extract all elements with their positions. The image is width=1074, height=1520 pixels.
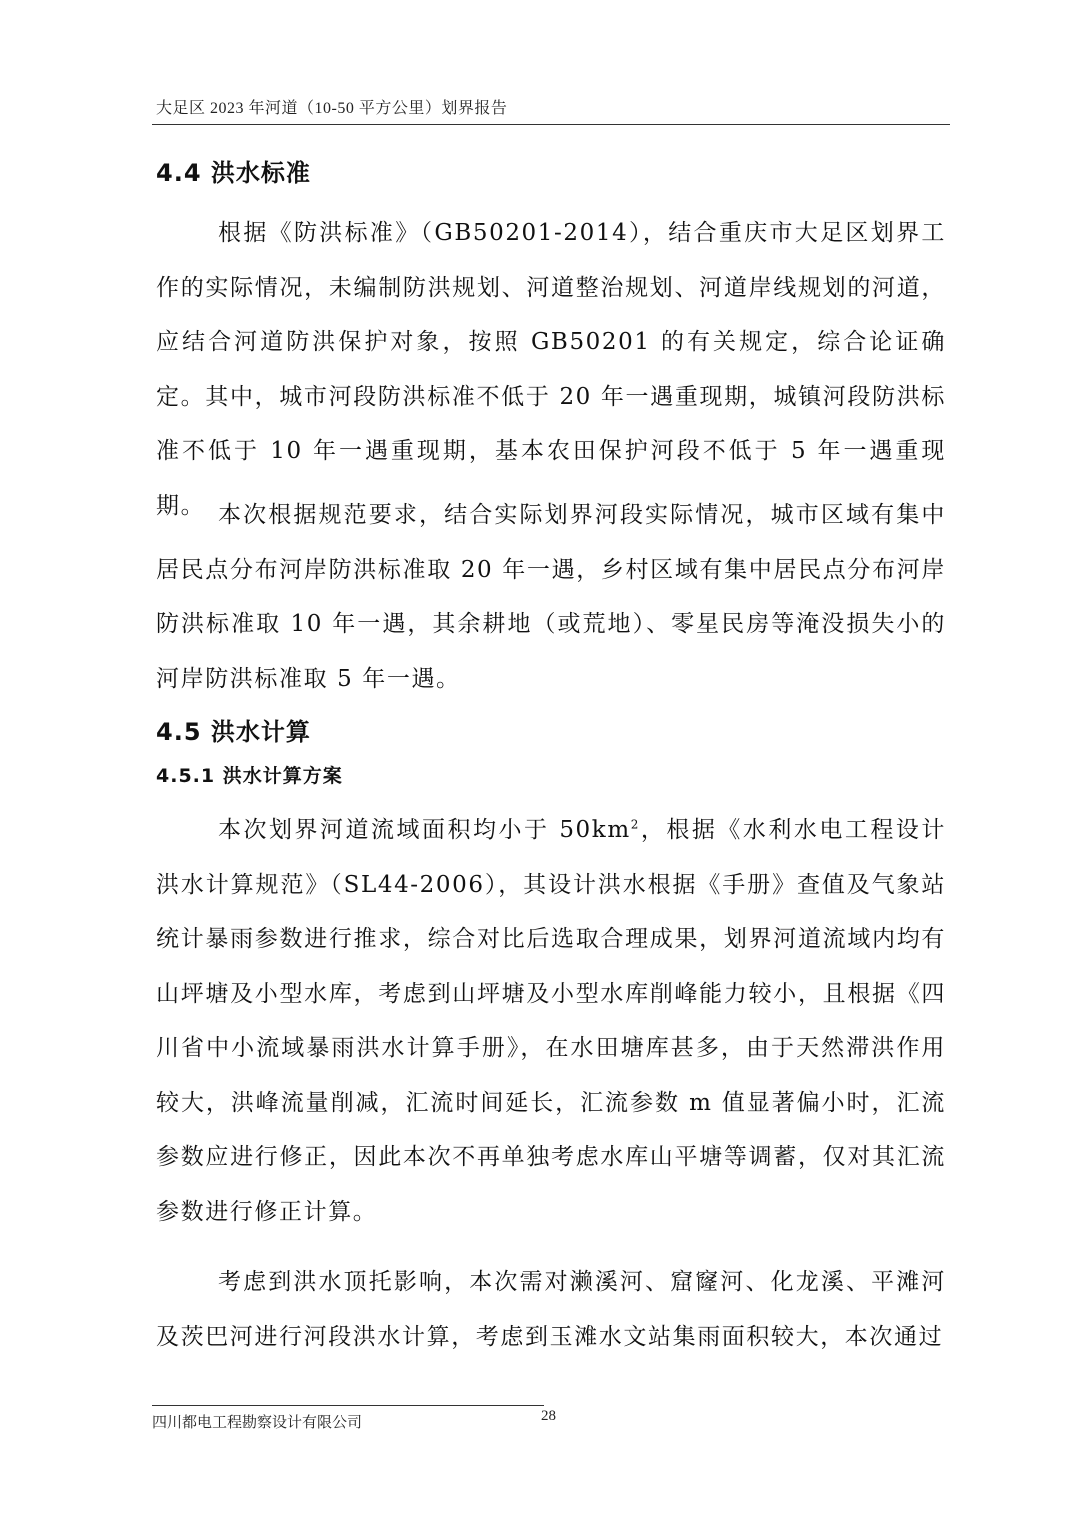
page-number: 28 <box>541 1408 556 1424</box>
footer-divider <box>152 1405 544 1406</box>
paragraph-flood-calc-1-rest: ，根据《水利水电工程设计洪水计算规范》（SL44-2006），其设计洪水根据《手册》查值及气象站统计暴雨参数进行推求，综合对比后选取合理成果，划界河道流域内均有山坪塘及小型水库，考虑到山坪塘及小型水库削峰能力较小，且根据《四川省中小流域暴雨洪水计算手册》，在水田塘库甚多，由于天然滞洪作用较大，洪峰流量削减，汇流时间延长，汇流参数 m 值显著偏小时，汇流参数应进行修正，因此本次不再单独考虑水库山平塘等调蓄，仅对其汇流参数进行修正计算。 <box>156 817 947 1225</box>
header-divider <box>152 124 950 125</box>
superscript-2: 2 <box>630 817 640 832</box>
paragraph-flood-calc-2: 考虑到洪水顶托影响，本次需对濑溪河、窟窿河、化龙溪、平滩河及茨巴河进行河段洪水计算，考虑到玉滩水文站集雨面积较大，本次通过 <box>156 1269 946 1350</box>
section-heading-4-4: 4.4 洪水标准 <box>156 159 311 187</box>
footer-company: 四川都电工程勘察设计有限公司 <box>152 1415 363 1431</box>
section-heading-4-5: 4.5 洪水计算 <box>156 718 311 746</box>
paragraph-flood-standard-1: 根据《防洪标准》（GB50201-2014），结合重庆市大足区划界工作的实际情况，未编制防洪规划、河道整治规划、河道岸线规划的河道，应结合河道防洪保护对象，按照 GB50201 的有关规定，综合论证确定。其中，城市河段防洪标准不低于 20 年一遇重现期，城镇河段防洪标准不低于 10 年一遇重现期，基本农田保护河段不低于 5 年一遇重现期。 <box>156 220 946 519</box>
paragraph-flood-standard-2: 本次根据规范要求，结合实际划界河段实际情况，城市区域有集中居民点分布河岸防洪标准取 20 年一遇，乡村区域有集中居民点分布河岸防洪标准取 10 年一遇，其余耕地（或荒地）、零星民房等淹没损失小的河岸防洪标准取 5 年一遇。 <box>156 502 946 692</box>
paragraph-flood-calc-1-start: 本次划界河道流域面积均小于 50km <box>218 817 631 843</box>
paragraph-flood-calc-1 <box>156 803 946 1239</box>
subsection-heading-4-5-1: 4.5.1 洪水计算方案 <box>156 765 343 787</box>
page-header: 大足区 2023 年河道（10-50 平方公里）划界报告 <box>156 100 508 117</box>
